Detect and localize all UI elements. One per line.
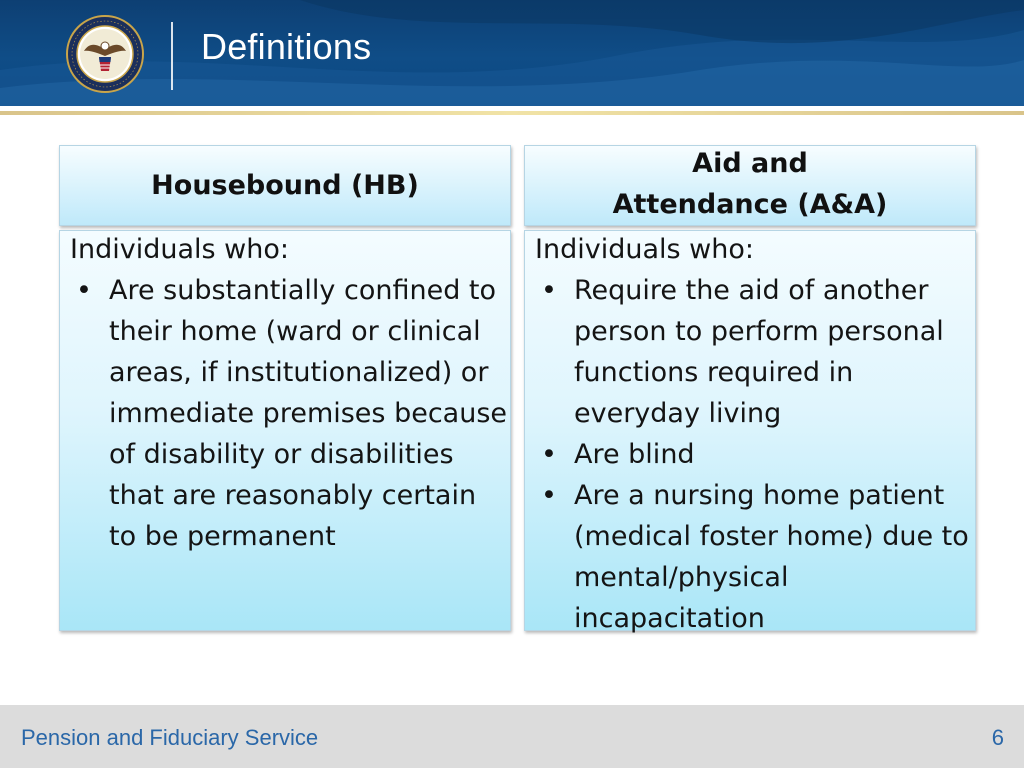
bullet-icon: •: [76, 275, 92, 306]
bullet-icon: •: [541, 480, 557, 511]
footer-bar: [0, 705, 1024, 768]
gold-rule: [0, 111, 1024, 115]
aid-and-attendance-bullet-list: [535, 270, 975, 639]
bullet-text: Require the aid of another person to perform personal functions required in everyday living: [574, 275, 944, 429]
bullet-text: Are substantially confined to their home (ward or clinical areas, if institutionalized) or immediate premises because of disability or disabilities that are reasonably certain to be permanent: [109, 275, 507, 552]
list-item: [70, 270, 510, 557]
list-item: [535, 475, 975, 639]
housebound-intro: Individuals who:: [70, 234, 289, 265]
housebound-definition-box: [59, 230, 511, 631]
header-banner: [0, 0, 1024, 106]
aid-and-attendance-heading: Aid and Attendance (A&A): [612, 147, 888, 220]
footer-organization: Pension and Fiduciary Service: [21, 725, 319, 750]
aid-and-attendance-intro: Individuals who:: [535, 234, 754, 265]
list-item: [535, 434, 975, 475]
page-title: Definitions: [201, 26, 372, 67]
bullet-icon: •: [541, 275, 557, 306]
banner-wave-pattern: [0, 0, 1024, 106]
list-item: [535, 270, 975, 434]
department-of-veterans-affairs-seal-icon: [66, 15, 144, 93]
page-number: 6: [991, 725, 1004, 750]
bullet-text: Are a nursing home patient (medical foster home) due to mental/physical incapacitation: [574, 480, 969, 634]
housebound-heading-box: [59, 145, 511, 226]
aid-and-attendance-heading-box: [524, 145, 976, 226]
header-divider: [171, 22, 173, 90]
bullet-icon: •: [541, 439, 557, 470]
housebound-bullet-list: [70, 270, 510, 557]
bullet-text: Are blind: [574, 439, 695, 470]
aid-and-attendance-definition-box: [524, 230, 976, 634]
housebound-heading: Housebound (HB): [151, 170, 419, 201]
